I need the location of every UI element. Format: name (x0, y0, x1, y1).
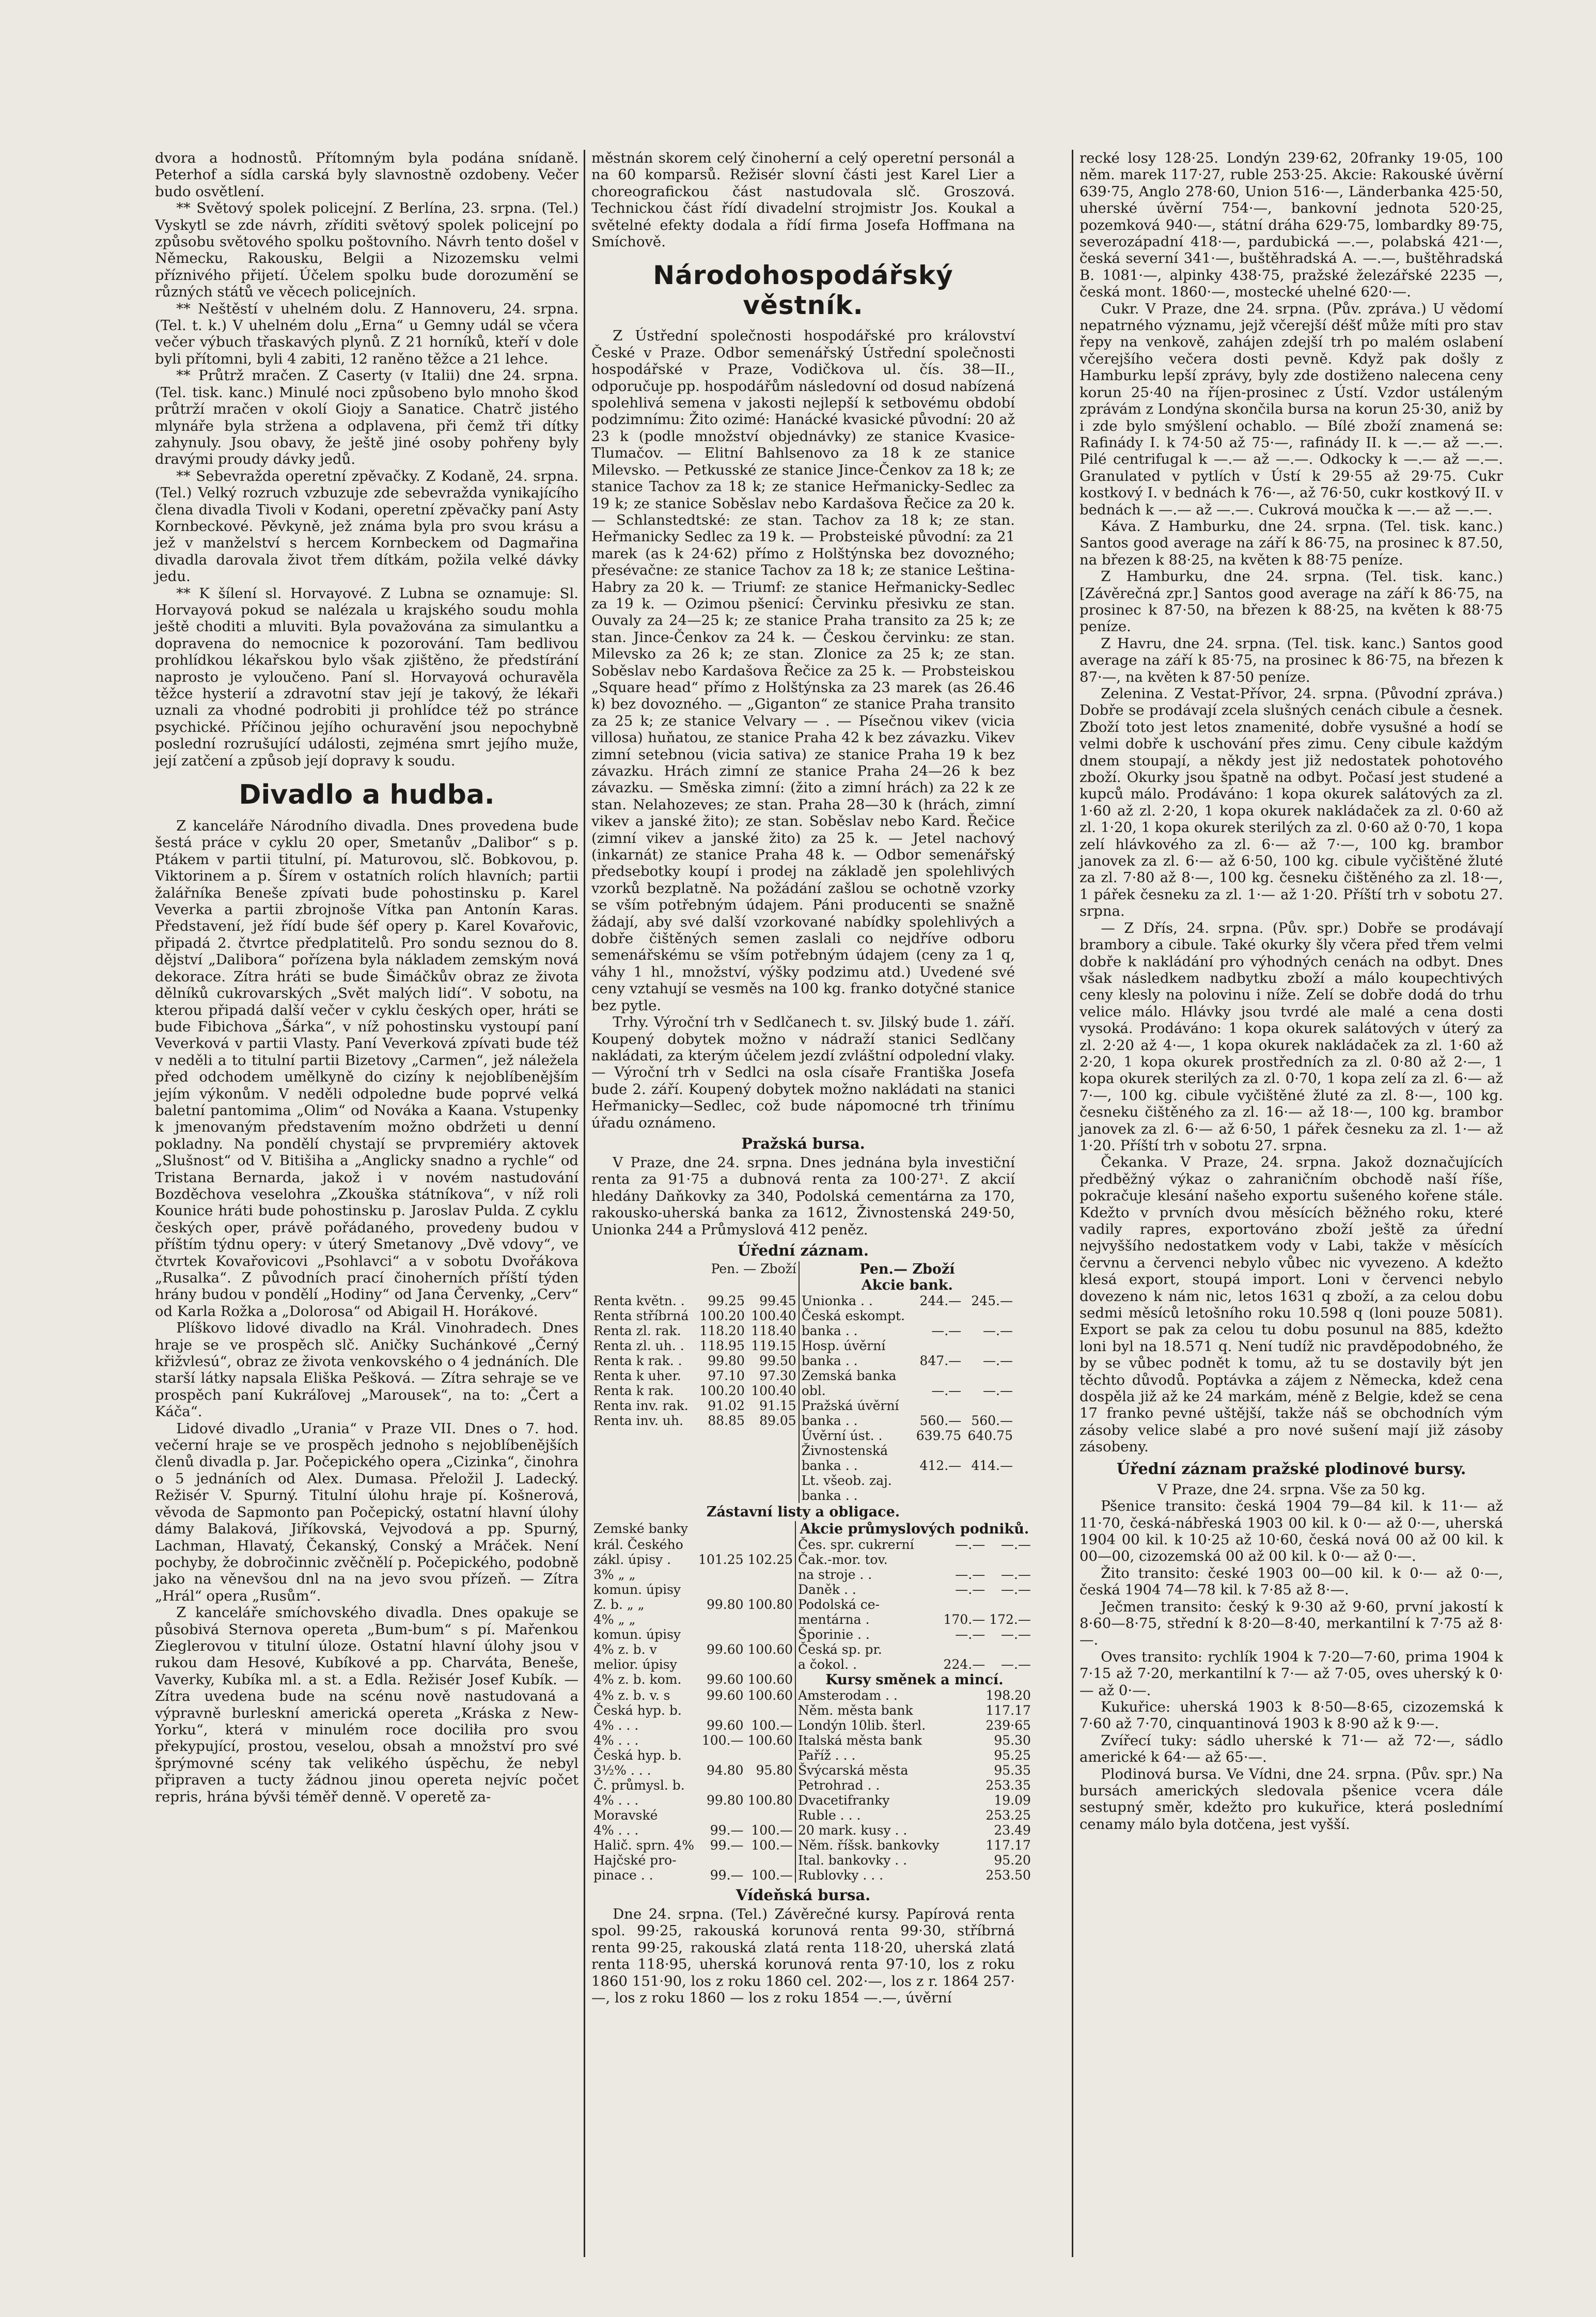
table-cell: 91.02 (708, 1398, 745, 1413)
table-cell: 639.75 (916, 1428, 962, 1443)
table-cell (696, 1808, 745, 1823)
article-paragraph: Plodinová bursa. Ve Vídni, dne 24. srpna. (Pův. spr.) Na bursách amerických sledovala pšenice vcera dále sestupný směr, kdežto pro kukuřice, která poslednímí cenamy málo byla dotčena, jest vyšší. (1079, 1765, 1503, 1833)
table-cell: Rublovky . . . (795, 1868, 942, 1883)
article-paragraph: Z Ústřední společnosti hospodářské pro království České v Praze. Odbor semenářský Ústřední společnosti hospodářské v Praze, Vodičkova ul. čís. 38—II., odporučuje pp. hospodářům následovní od dosud nabízená spolehlivá semena v jakosti nejlepší k setbovému období podzimnímu: Žito ozimé: Hanácké kvasické původní: 20 až 23 k (podle množství objednávky) ze stanice Kvasice-Tlumačov. — Elitní Bahlsenovo za 18 k ze stanice Milevsko. — Petkusské ze stanice Jince-Čenkov za 18 k; ze stanice Tachov za 18 k; ze stanice Heřmanicky-Sedlec za 19 k; ze stanice Soběslav nebo Kardašova Řečice za 20 k. — Schlanstedtské: ze stan. Tachov za 18 k; ze stan. Heřmanicky Sedlec za 19 k. — Probsteiské původní: za 21 marek (as k 24·62) přímo z Holštýnska bez dovozného; přesévačne: ze stanice Tachov za 18 k; ze stanice Leština-Habry za 20 k. — Triumf: ze stanice Heřmanicky-Sedlec za 19 k. — Ozimou pšenicí: Červinku přesivku ze stan. Ouvaly za 24—25 k; ze stanice Praha transito za 25 k; ze stan. Jince-Čenkov za 24 k. — Českou červinku: ze stan. Milevsko za 26 k; ze stan. Zlonice za 25 k; ze stan. Soběslav nebo Kardašova Řečice za 25 k. — Probsteiskou „Square head“ přímo z Holštýnska za 23 marek (as 26.46 k) bez dovozného. — „Giganton“ ze stanice Praha transito za 25 k; ze stanice Velvary — . — Písečnou vikev (vicia villosa) huňatou, ze stanice Praha 42 k bez závazku. Vikev zimní setebnou (vicia sativa) ze stanice Praha 19 k bez závazku. Hrách zimní ze stanice Praha 24—26 k bez závazku. — Směska zimní: (žito a zimní hrách) za 22 k ze stan. Nelahozeves; ze stan. Praha 28—30 k (hrách, zimní vikev a janské žito); ze stan. Soběslav nebo Kard. Řečice (zimní vikev a janské žito) za 25 k. — Jetel nachový (inkarnát) ze stanice Praha 48 k. — Odbor semenářský předsebotky koupí i prodej na základě jen spolehlivých vzorků bezplatně. Na požádání zašlou se ochotně vzorky se vším potřebným údajem. Páni producenti se snažně žádají, aby své další vzorkované nabídky spolehlivých a dobře čištěných semen zaslali co nejdříve odboru semenářskému se vším potřebným údajem (ceny za 1 q, váhy 1 hl., množství, výšky podzimu atd.) Uvedené své ceny vztahují se vesměs na 100 kg. franko dotyčné stanice bez pytle. (591, 327, 1015, 1014)
table-cell (747, 1473, 799, 1488)
table-cell: Renta inv. uh. (593, 1413, 683, 1428)
table-cell: 414.— (971, 1458, 1013, 1473)
table-cell: mentárna . (795, 1612, 942, 1627)
table-cell: Podolská ce- (795, 1597, 942, 1612)
article-paragraph: Cukr. V Praze, dne 24. srpna. (Pův. zpráva.) U vědomí nepatrného významu, jejž včerejší déšť může míti pro stav řepy na venkově, zahájen zdejší trh po malém oslabení včerejšího večera dosti pevně. Když pak došly z Hamburku lepší zprávy, byly zde dostiženo nalecena ceny korun 25·40 na říjen-prosinec z Ústí. Vzdor ustáleným zprávám z Londýna skončila bursa na korun 25·30, aniž by i zde bylo smýšlení ochablo. — Bílé zboží znamená se: Rafinády I. k 74·50 až 75·—, rafinády II. k —.— až —.—. Pilé centrifugal k —.— až —.—. Odkocky k —.— až —.—. Granulated v pytlích v Ústí k 29·55 až 29·75. Cukr kostkový I. v bednách k 76·—, až 76·50, cukr kostkový II. v bednách k —.— až —.—. Cukrová moučka k —.— až —.—. (1079, 300, 1503, 518)
table-row (591, 1763, 1033, 1778)
article-paragraph: V Praze, dne 24. srpna. Dnes jednána byla investiční renta za 91·75 a dubnová renta za 100·27¹. Z akcií hledány Daňkovky za 340, Podolská cementárna za 170, rakousko-uherská banka za 1612, Živnostenská 249·50, Unionka 244 a Průmyslová 412 peněz. (591, 1154, 1015, 1238)
article-paragraph: ** Světový spolek policejní. Z Berlína, 23. srpna. (Tel.) Vyskytl se zde návrh, zříditi světový spolek policejní po způsobu světového spolku poštovního. Návrh tento došel v Německu, Rakousku, Belgii a Nizozemsku velmi příznivého přijetí. Účelem spolku bude dorozumění se různých států ve věcech policejních. (155, 200, 578, 301)
table-cell: pinace . . (593, 1867, 653, 1883)
table-cell: Amsterodam . . (795, 1688, 942, 1703)
table-cell: Paříž . . . (795, 1748, 942, 1763)
table-row (591, 1793, 1033, 1808)
table-row (591, 1338, 1015, 1353)
table-cell: Úvěrní úst. . (799, 1428, 912, 1443)
table-row (591, 1838, 1033, 1853)
article-paragraph: Čekanka. V Praze, 24. srpna. Jakož doznačujících předběžný výkaz o zahraničním obchodě naší říše, pokračuje klesání našeho exportu sušeného kořene stále. Kdežto v prvních dvou měsících běžného roku, které vadily rapres, exportováno zboží ještě za úřední nejvyššího nedostatkem vody v Labi, takže v měsících červnu a červenci nebylo vůbec nic vyvezeno. A kdežto klesá export, stoupá import. Loni v červenci nebylo dovezeno k nám nic, letos 1631 q zboží, a za celou dobu sedmi měsíců letošního roku 10.598 q (loni pouze 5081). Export se pak za celou tu dobu posunul na 885, kdežto loni byl na 18.571 q. Není tudíž nic pravděpodobného, že by se vůbec podnět k tomu, až tu se dostavily být jen těchto důvodů. Poptávka a zájem z Německa, kdež cena dospěla již až ke 24 markám, méně z Belgie, kdež se cena 17 franko pevné uštější, takže náš se obchodních vým zásoby velice slabé a pro nové sušení mají již zásoby zásobeny. (1079, 1154, 1503, 1455)
table-subheader: Akcie průmyslových podniků. (795, 1521, 1033, 1537)
table-cell: 245.— (971, 1293, 1013, 1308)
table-cell: 99.45 (759, 1293, 796, 1308)
table-cell (696, 1657, 745, 1672)
table-cell: —.— (955, 1567, 985, 1582)
table-cell (746, 1627, 795, 1642)
table-cell: Moravské (593, 1807, 658, 1823)
table-cell: Petrohrad . . (795, 1778, 942, 1793)
article-paragraph: Z Havru, dne 24. srpna. (Tel. tisk. kanc.) Santos good average na září k 85·75, na prosinec k 86·75, na březen k 87·—, na květen k 87·50 peníze. (1079, 635, 1503, 685)
table-cell (696, 1703, 745, 1718)
article-paragraph: Oves transito: rychlík 1904 k 7·20—7·60, prima 1904 k 7·15 až 7·20, merkantilní k 7·— až 7·05, oves uherský k 0·— až 0·—. (1079, 1648, 1503, 1699)
table-cell: —.— (1000, 1582, 1031, 1597)
column-3 (1079, 150, 1503, 2247)
table-cell (942, 1597, 988, 1612)
table-row (591, 1308, 1015, 1323)
table-cell (746, 1853, 795, 1868)
table-cell: 91.15 (759, 1398, 796, 1413)
table-cell (746, 1703, 795, 1718)
table-row (591, 1748, 1033, 1763)
table-cell: 100.80 (747, 1596, 793, 1612)
table-cell: 224.— (943, 1656, 985, 1672)
bourse-table (591, 1261, 1015, 1503)
table-cell (696, 1537, 745, 1552)
table-cell: Renta k uher. (593, 1368, 681, 1383)
table-cell: Čak.-mor. tov. (795, 1552, 942, 1567)
section-title: Divadlo a hudba. (239, 779, 495, 811)
table-row (591, 1398, 1015, 1413)
table-cell: Hajčské pro- (593, 1852, 677, 1868)
table-cell (695, 1488, 747, 1503)
article-paragraph: Z Hamburku, dne 24. srpna. (Tel. tisk. kanc.) [Závěrečná zpr.] Santos good average na září k 86·75, na prosinec k 87·50, na březen k 88·25, na květen k 88·75 peníze. (1079, 568, 1503, 635)
table-cell: 95.25 (994, 1747, 1031, 1763)
table-row (591, 1642, 1033, 1657)
table-cell: 88.85 (708, 1413, 745, 1428)
table-cell (696, 1748, 745, 1763)
table-cell: 99.60 (706, 1687, 744, 1703)
table-cell: 100.— (701, 1732, 744, 1748)
table-header: Pen.— Zboží (799, 1261, 1015, 1277)
table-cell: 640.75 (967, 1428, 1013, 1443)
table-cell (746, 1521, 795, 1537)
table-cell: 172.— (989, 1611, 1031, 1627)
table-cell: 95.35 (994, 1762, 1031, 1778)
article-paragraph: městnán skorem celý činoherní a celý operetní personál a na 60 komparsů. Režisér slovní části jest Karel Lier a choreografickou část nastudovala slč. Groszová. Technickou část řídí divadelní strojmistr Jos. Koukal a světelné efekty dodala a řídí firma Josefa Hoffmana na Smíchově. (591, 150, 1015, 251)
table-cell: Lt. všeob. zaj. (799, 1473, 912, 1488)
table-cell: —.— (1000, 1656, 1031, 1672)
table-cell (695, 1428, 747, 1443)
table-cell: Česká eskompt. (799, 1308, 912, 1323)
table-cell: 560.— (971, 1413, 1013, 1428)
pledges-table (591, 1521, 1033, 1883)
table-cell: banka . . (799, 1458, 912, 1473)
table-cell: 19.09 (994, 1792, 1031, 1808)
table-subheader: Zástavní listy a obligace. (706, 1504, 900, 1520)
table-cell: 99.25 (708, 1293, 745, 1308)
table-row (591, 1473, 1015, 1488)
article-paragraph: ** Sebevražda operetní zpěvačky. Z Kodaně, 24. srpna. (Tel.) Velký rozruch vzbuzuje zde sebevražda vynikajícího člena divadla Tivoli v Kodani, operetní zpěvačky paní Asty Kornbeckové. Pěvkyně, jež známa byla pro svou krásu a jež v manželství s hercem Kornbeckem od Dagmařina divadla darovala život třem dítkám, požila velké dávky jedu. (155, 467, 578, 585)
table-cell: —.— (931, 1323, 962, 1338)
table-cell: 4% „ „ (593, 1611, 636, 1627)
table-cell (746, 1808, 795, 1823)
table-row (591, 1688, 1033, 1703)
table-cell (747, 1443, 799, 1458)
table-cell: banka . . (799, 1488, 912, 1503)
article-paragraph: Trhy. Výroční trh v Sedlčanech t. sv. Jilský bude 1. září. Koupený dobytek možno v nádraží stanici Sedlčany nakládati, za kterým účelem jezdí zvláštní odpolední vlaky. — Výroční trh v Sedlci na osla císaře Františka Josefa bude 2. září. Koupený dobytek možno nakládati na stanici Heřmanicky—Sedlec, což bude nápomocné trh třinímu úřadu oznámeno. (591, 1014, 1015, 1131)
table-cell: 99.60 (706, 1717, 744, 1733)
table-cell (747, 1488, 799, 1503)
table-cell: 100.60 (747, 1732, 793, 1748)
table-row (591, 1597, 1033, 1612)
table-cell: 99.80 (706, 1792, 744, 1808)
table-row (591, 1733, 1033, 1748)
table-cell: 99.— (710, 1822, 744, 1838)
table-cell: 100.20 (699, 1308, 745, 1323)
article-paragraph: Lidové divadlo „Urania“ v Praze VII. Dnes o 7. hod. večerní hraje se ve prospěch jednoho s nejoblíbenějších členů divadla p. Jar. Počepického opera „Cizinka“, činohra o 5 jednáních od Alex. Dumasa. Přeložil J. Ladecký. Režisér V. Spurný. Titulní úlohu hraje pí. Košnerová, věvoda de Sapmonto pan Počepický, ostatní hlavní úlohy dámy Balaková, Jiříkovská, Vejvodová a pp. Spurný, Lachman, Hlavatý, Čekanský, Conský a Mráček. Není pochyby, že dobročinnic zvěčnělí p. Počepického, podobně jako na věnevšou dnl na na jevo svou přízeň. — Zítra „Hrál“ opera „Rusům“. (155, 1420, 578, 1604)
table-cell (591, 1458, 695, 1473)
table-cell: zákl. úpisy . (593, 1552, 671, 1567)
table-cell: —.— (983, 1353, 1013, 1368)
table-row (591, 1521, 1033, 1537)
table-cell: banka . . (799, 1323, 912, 1338)
table-cell: 100.— (751, 1837, 793, 1853)
section-title: Národohospodářský věstník. (653, 260, 953, 321)
table-cell: banka . . (799, 1353, 912, 1368)
table-cell: 412.— (919, 1458, 962, 1473)
table-cell: Zemské banky (593, 1521, 688, 1536)
table-cell: 97.10 (708, 1368, 745, 1383)
table-cell: král. Českého (593, 1537, 683, 1552)
table-cell: Živnostenská (799, 1443, 912, 1458)
table-cell (912, 1368, 963, 1383)
table-cell: Renta k rak. . (593, 1353, 682, 1368)
article-paragraph: ** Průtrž mračen. Z Caserty (v Italii) dne 24. srpna. (Tel. tisk. kanc.) Minulé noci způsobeno bylo mnoho škod průtrží mračen v okolí Giojy a Sanatice. Chatrč jistého mlynáře byla stržena a odplavena, při čemž tři dítky zahynuly. Jsou obavy, že ještě jiné osoby pohřeny byly dravými proudy dávky jedů. (155, 367, 578, 468)
table-cell (591, 1473, 695, 1488)
table-cell: 253.25 (985, 1807, 1031, 1823)
table-cell: 118.95 (699, 1338, 745, 1353)
table-cell (963, 1398, 1015, 1413)
table-cell: Hosp. úvěrní (799, 1338, 912, 1353)
table-header: Pen. — Zboží (711, 1261, 796, 1276)
table-cell: Česká hyp. b. (593, 1702, 682, 1718)
table-cell (746, 1582, 795, 1597)
table-cell: Daněk . . (795, 1582, 942, 1597)
table-cell (746, 1748, 795, 1763)
table-cell (912, 1443, 963, 1458)
table-cell: 94.80 (706, 1762, 744, 1778)
table-cell (987, 1597, 1033, 1612)
table-cell: Italská města bank (795, 1733, 942, 1748)
table-cell: 99.80 (706, 1596, 744, 1612)
table-cell: 99.— (710, 1867, 744, 1883)
table-row (591, 1383, 1015, 1398)
market-intro: V Praze, dne 24. srpna. Vše za 50 kg. (1157, 1481, 1426, 1498)
table-row (591, 1353, 1015, 1368)
vienna-bourse-title: Vídeňská bursa. (736, 1886, 871, 1904)
table-subheader: Kursy směnek a mincí. (795, 1672, 1033, 1688)
table-cell: 100.20 (699, 1383, 745, 1398)
table-cell: banka . . (799, 1413, 912, 1428)
table-cell (912, 1488, 963, 1503)
table-cell: Ruble . . . (795, 1808, 942, 1823)
table-cell: 100.60 (747, 1671, 793, 1687)
column-2 (591, 150, 1031, 2247)
table-cell: 4% . . . (593, 1732, 639, 1748)
table-cell (963, 1488, 1015, 1503)
official-record-title: Úřední záznam. (738, 1241, 869, 1259)
table-cell: 99.50 (759, 1353, 796, 1368)
table-cell: —.— (1000, 1626, 1031, 1642)
table-cell (591, 1261, 695, 1277)
table-row (591, 1868, 1033, 1883)
article-paragraph: Ječmen transito: český k 9·30 až 9·60, první jakostí k 8·60—8·75, střední k 8·20—8·40, merkantilní k 7·75 až 8·—. (1079, 1598, 1503, 1649)
table-cell: —.— (983, 1383, 1013, 1398)
table-cell (696, 1778, 745, 1793)
table-cell: 100.— (751, 1822, 793, 1838)
table-subheader: Akcie bank. (799, 1277, 1015, 1293)
table-cell: —.— (931, 1383, 962, 1398)
table-cell: 117.17 (985, 1702, 1031, 1718)
table-cell (963, 1338, 1015, 1353)
table-cell (747, 1428, 799, 1443)
table-row (591, 1443, 1015, 1458)
table-cell: 118.20 (699, 1323, 745, 1338)
table-row (591, 1657, 1033, 1672)
table-cell: 239·65 (985, 1717, 1031, 1733)
table-cell (695, 1473, 747, 1488)
table-cell: Renta květn. . (593, 1293, 685, 1308)
table-cell (696, 1853, 745, 1868)
table-cell: 4% . . . (593, 1792, 639, 1808)
table-cell: Zemská banka (799, 1368, 912, 1383)
table-cell: Pražská úvěrní (799, 1398, 912, 1413)
table-row (591, 1703, 1033, 1718)
table-cell: 100.— (751, 1717, 793, 1733)
table-cell (591, 1488, 695, 1503)
table-cell: Čes. spr. cukrerní (795, 1537, 942, 1552)
table-cell (963, 1443, 1015, 1458)
table-cell: Švýcarská města (795, 1763, 942, 1778)
table-cell (942, 1642, 988, 1657)
table-cell (746, 1657, 795, 1672)
table-cell: Něm. města bank (795, 1703, 942, 1718)
table-cell (746, 1778, 795, 1793)
table-row (591, 1808, 1033, 1823)
article-paragraph: Z kanceláře smíchovského divadla. Dnes opakuje se působivá Sternova opereta „Bum-bum“ s pí. Mařenkou Zieglerovou v titulní úloze. Ostatní hlavní úlohy jsou v rukou dam Hesové, Kubíkové a pp. Charváta, Beneše, Vaverky, Kubíka ml. a st. a Edla. Režisér Josef Kubík. — Zítra uvedena bude na scénu nově nastudovaná a výpravně burleskní americká opereta „Kráska z New-Yorku“, která v minulém roce dociliła pro svou překypující, prostou, veselou, obsah a množství pro své šprýmovné scény tak velikého úspěchu, že nebyl připraven a tucty žádnou jinou opereta nejvíc počet repris, hrána bývši téměř denně. V operetě za- (155, 1604, 578, 1805)
table-cell (987, 1552, 1033, 1567)
article-paragraph: Káva. Z Hamburku, dne 24. srpna. (Tel. tisk. kanc.) Santos good average na září k 86·75, na prosinec k 87.50, na březen k 88·25, na květen k 88·75 peníze. (1079, 518, 1503, 568)
table-cell (696, 1521, 745, 1537)
table-row (591, 1582, 1033, 1597)
article-paragraph: Plíškovo lidové divadlo na Král. Vinohradech. Dnes hraje se ve prospěch slč. Aničky Suchánkové „Černý křižvlesú“, obraz ze života venkovského o 4 jednáních. Dle starší látky napsala Eliška Pešková. — Zítra sehraje se ve prospěch paní Kukráľovej „Marousek“, na to: „Čert a Káča“. (155, 1320, 578, 1420)
table-cell: 4% . . . (593, 1822, 639, 1838)
table-cell (912, 1308, 963, 1323)
table-cell (591, 1443, 695, 1458)
table-row (591, 1552, 1033, 1567)
table-cell: Renta k rak. (593, 1383, 674, 1398)
table-cell: 253.35 (985, 1777, 1031, 1793)
table-cell: 3% „ „ (593, 1567, 636, 1582)
column-1 (155, 150, 578, 2247)
table-cell (942, 1552, 988, 1567)
table-cell (696, 1582, 745, 1597)
table-cell: —.— (955, 1537, 985, 1552)
table-cell: 101.25 (698, 1552, 744, 1567)
table-cell: 170.— (943, 1611, 985, 1627)
table-cell: 89.05 (759, 1413, 796, 1428)
table-cell (747, 1458, 799, 1473)
table-cell: 97.30 (759, 1368, 796, 1383)
table-cell (696, 1627, 745, 1642)
table-cell: 100.60 (747, 1687, 793, 1703)
table-cell: 99.60 (706, 1641, 744, 1657)
column-rule (1072, 150, 1073, 2257)
table-cell (963, 1308, 1015, 1323)
article-paragraph: Z kanceláře Národního divadla. Dnes provedena bude šestá práce v cyklu 20 oper, Smetanův „Dalibor“ s p. Ptákem v partii titulní, pí. Maturovou, slč. Bobkovou, p. Viktorinem a p. Šírem v ostatních rolích hlavních; partii žalářníka Beneše zpívati bude pohostinsku p. Karel Veverka a partii zbrojnoše Vítka pan Antonín Karas. Představení, jež řídí bude šéf opery p. Karel Kovařovic, připadá 2. čtvrtce předplatitelů. Pro sondu seznou do 8. dějství „Dalibora“ pořízena byla nákladem zemským nová dekorace. Zítra hráti se bude Šimáčkův obraz ze života dělníků cukrovarských „Svět malých lidí“. V sobotu, na kterou připadá další večer v cyklu českých oper, hráti se bude Fibichova „Šárka“, v níž pohostinsku vystoupí paní Veverková v partii Vlasty. Paní Veverková zpívati bude též v neděli a to titulní partii Bizetovy „Carmen“, jež náležela před odchodem umělkyně do cizíny k nejoblíbenějším jejím výkonům. V neděli odpoledne bude poprvé velká baletní pantomima „Olim“ od Nováka a Kaana. Vstupenky k jmenovaným představením možno obdržeti u denní pokladny. Na pondělí chystají se prvpremiéry aktovek „Slušnost“ od V. Bitišiha a „Anglicky snadno a rychle“ od Tristana Bernarda, jakož i v novém nastudování Bozděchova veselohra „Zkouška státníkova“, v níž roli Kounice hráti bude pohostinsku p. Jaroslav Pulda. Z cyklu českých oper, právě pořádaného, provedeny budou v příštím týdnu opery: v úterý Smetanovy „Dvě vdovy“, ve čtvrtek Kovařovicovi „Psohlavci“ a v sobotu Dvořákova „Rusalka“. Z původních prací činoherních příští týden hrány budou v pondělí „Hodiny“ od Jana Červenky, „Cerv“ od Karla Rožka a „Dolorosa“ od Abigail H. Horákové. (155, 818, 578, 1320)
table-cell: Česká hyp. b. (593, 1747, 682, 1763)
table-cell: 4% z. b. kom. (593, 1671, 682, 1687)
table-cell: 198.20 (985, 1687, 1031, 1703)
table-cell: 119.15 (751, 1338, 796, 1353)
table-cell: 100.40 (751, 1308, 796, 1323)
table-cell (746, 1612, 795, 1627)
table-cell: 99.— (710, 1837, 744, 1853)
article-paragraph: — Z Dřís, 24. srpna. (Pův. spr.) Dobře se prodávají brambory a cibule. Také okurky šly včera před třem velmi dobře k nakládání pro výhodných cenách na odbyt. Dnes však následkem nadbytku zboží a málo koupechtivých ceny klesly na polovinu i níže. Zelí se dobře dodá do trhu velice málo. Hlávky jsou tvrdé ale malé a cena dosti vysoká. Prodáváno: 1 kopa okurek salátových v úterý za zl. 2·20 až 4·—, 1 kopa okurek nakládaček za zl. 1·60 až 2·20, 1 kopa okurek prostředních za zl. 0·80 až 2·—, 1 kopa okurek sterilých za zl. 0·70, 1 kopa zelí za zl. 6·— až 7·—, 100 kg. cibule vyčištěné žluté za zl. 8·—, 100 kg. česneku čištěného za zl. 16·— až 18·—, 100 kg. brambor janovek za zl. 6·— až 6·50, 1 pářek česneku za zl. 1·— až 1·20. Příští trh v sobotu 27. srpna. (1079, 919, 1503, 1154)
table-cell: 244.— (919, 1293, 962, 1308)
table-cell: Renta inv. rak. (593, 1398, 689, 1413)
table-cell: a čokol. . (795, 1657, 942, 1672)
table-row (591, 1672, 1033, 1688)
table-cell: —.— (1000, 1537, 1031, 1552)
table-cell (591, 1428, 695, 1443)
table-row (591, 1627, 1033, 1642)
table-cell: 102.25 (747, 1552, 793, 1567)
table-cell: —.— (955, 1582, 985, 1597)
article-paragraph: Pšenice transito: česká 1904 79—84 kil. k 11·— až 11·70, česká-nábřeská 1903 00 kil. k 0·— až 0·—, uherská 1904 00 kil. k 10·25 až 10·60, česká nová 00 až 00 kil. k 00—00, cizozemská 00 až 00 kil. k 0·— až 0·—. (1079, 1498, 1503, 1565)
article-paragraph: recké losy 128·25. Londýn 239·62, 20franky 19·05, 100 něm. marek 117·27, ruble 253·25. Akcie: Rakouské úvěrní 639·75, Anglo 278·60, Union 516·—, Länderbanka 425·50, uherské úvěrní 754·—, bankovní jednota 520·25, pozemková 940·—, státní dráha 629·75, lombardky 89·75, severozápadní 418·—, pardubická —.—, polabská 421·—, česká severní 341·—, buštěhradská A. —.—, buštěhradská B. 1081·—, alpinky 438·75, pražské železářské 2235 —, česká mont. 1860·—, mostecké uhelné 620·—. (1079, 150, 1503, 301)
article-paragraph: Kukuřice: uherská 1903 k 8·50—8·65, cizozemská k 7·60 až 7·70, cinquantinová 1903 k 8·90 až k 9·—. (1079, 1698, 1503, 1732)
table-cell: Česká sp. pr. (795, 1642, 942, 1657)
article-paragraph: ** K šílení sl. Horvayové. Z Lubna se oznamuje: Sl. Horvayová pokud se nalézala u krajského soudu mohla ještě choditi a mluviti. Byla považována za simulantku a dopravena do nemocnice k pozorování. Tam bedlivou prohlídkou lékařskou bylo však zjištěno, že předstírání naprosto je vyloučeno. Paní sl. Horvayová ochuravěla těžce hysterií a zdravotní stav její je takový, že lékaři uznali za vhodné podrobiti ji prohlídce též po stránce psychické. Příčinou jejího ochuravění jsou nepochybně poslední rozrušující události, zejména smrt jejího muže, její zatčení a způsob její dopravy k soudu. (155, 585, 578, 769)
table-cell: obl. (799, 1383, 912, 1398)
table-row (591, 1368, 1015, 1383)
table-cell: Ital. bankovky . . (795, 1853, 942, 1868)
table-cell: 3½% . . . (593, 1762, 651, 1778)
table-cell: Č. průmysl. b. (593, 1777, 685, 1793)
bourse-title: Pražská bursa. (741, 1134, 865, 1152)
table-row (591, 1778, 1033, 1793)
table-cell: 95.30 (994, 1732, 1031, 1748)
table-cell: 117.17 (985, 1837, 1031, 1853)
table-cell: Dvacetifranky (795, 1793, 942, 1808)
table-cell: 4% . . . (593, 1717, 639, 1733)
article-paragraph: dvora a hodnostů. Přítomným byla podána snídaně. Peterhof a sídla carská byly slavnostně ozdobeny. Večer budo osvětlení. (155, 150, 578, 200)
table-cell (912, 1338, 963, 1353)
table-row (591, 1612, 1033, 1627)
table-cell (746, 1567, 795, 1582)
table-cell: komun. úpisy (593, 1582, 681, 1597)
table-cell (987, 1642, 1033, 1657)
table-cell (912, 1398, 963, 1413)
table-cell (746, 1537, 795, 1552)
table-cell: —.— (983, 1323, 1013, 1338)
table-row (591, 1718, 1033, 1733)
table-cell: 100.80 (747, 1792, 793, 1808)
article-paragraph: Dne 24. srpna. (Tel.) Závěrečné kursy. Papírová renta spol. 99·25, rakouská korunová renta 99·30, stříbrná renta 99·25, rakouská zlatá renta 118·20, uherská zlatá renta 118·95, uherská korunová renta 97·10, los z roku 1860 151·90, los z roku 1860 cel. 202·—, los z r. 1864 257·—, los z roku 1860 — los z roku 1854 —.—, úvěrní (591, 1905, 1015, 2006)
table-row (591, 1567, 1033, 1582)
table-cell: 253.50 (985, 1867, 1031, 1883)
table-row (591, 1537, 1033, 1552)
table-cell: —.— (955, 1626, 985, 1642)
table-row (591, 1853, 1033, 1868)
table-cell: 95.80 (756, 1762, 793, 1778)
table-cell: —.— (1000, 1567, 1031, 1582)
table-cell: 118.40 (751, 1323, 796, 1338)
table-cell: Renta zl. uh. . (593, 1338, 684, 1353)
table-cell: Z. b. „ „ (593, 1596, 645, 1612)
table-cell: Něm. říšsk. bankovky (795, 1838, 942, 1853)
table-row (591, 1428, 1015, 1443)
table-cell: 99.80 (708, 1353, 745, 1368)
table-cell: 847.— (919, 1353, 962, 1368)
table-cell: Unionka . . (799, 1293, 912, 1308)
table-cell: 560.— (919, 1413, 962, 1428)
table-row (591, 1293, 1015, 1308)
table-row (591, 1413, 1015, 1428)
table-cell: na stroje . . (795, 1567, 942, 1582)
table-cell: 95.20 (994, 1852, 1031, 1868)
table-cell (963, 1473, 1015, 1488)
table-cell: 100.40 (751, 1383, 796, 1398)
table-cell: Renta stříbrná (593, 1308, 689, 1323)
table-cell: Šporinie . . (795, 1627, 942, 1642)
table-cell: melior. úpisy (593, 1656, 677, 1672)
table-cell: Londýn 10lib. šterl. (795, 1718, 942, 1733)
table-cell: Halič. sprn. 4% (593, 1837, 695, 1853)
table-row (591, 1323, 1015, 1338)
table-cell: Renta zl. rak. (593, 1323, 681, 1338)
article-paragraph: Zelenina. Z Vestat-Přívor, 24. srpna. (Původní zpráva.) Dobře se prodávají zcela slušných cenách cibule a česnek. Zboží toto jest letos znamenité, dobře vysušné a hodí se velmi dobře k uschování přes zimu. Ceny cibule každým dnem stoupají, a někdy jest již nedostatek pohotového zboží. Okurky jsou špatně na odbyt. Počasí jest studené a kupců málo. Prodáváno: 1 kopa okurek salátových za zl. 1·60 až zl. 2·20, 1 kopa okurek nakládaček za zl. 0·60 až zl. 1·20, 1 kopa okurek sterilých za zl. 0·60 až 0·70, 1 kopa zelí hlávkového za zl. 6·— až 7·—, 100 kg. brambor janovek za zl. 6·— až 6·50, 100 kg. cibule vyčištěné žluté za zl. 7·80 až 8·—, 100 kg. česneku čištěného za zl. 18·—, 1 pářek česneku za zl. 1·— až 1·20. Příští trh v sobotu 27. srpna. (1079, 685, 1503, 920)
table-cell (696, 1567, 745, 1582)
article-paragraph: Zvířecí tuky: sádlo uherské k 71·— až 72·—, sádlo americké k 64·— až 65·—. (1079, 1732, 1503, 1766)
table-cell (695, 1458, 747, 1473)
table-cell: 4% z. b. v. s (593, 1687, 670, 1703)
table-cell: 20 mark. kusy . . (795, 1823, 942, 1838)
table-cell: 23.49 (994, 1822, 1031, 1838)
table-row (591, 1458, 1015, 1473)
table-cell (696, 1612, 745, 1627)
table-cell: 100.60 (747, 1641, 793, 1657)
table-cell: komun. úpisy (593, 1626, 681, 1642)
table-cell (695, 1443, 747, 1458)
article-paragraph: ** Neštěstí v uhelném dolu. Z Hannoveru, 24. srpna. (Tel. t. k.) V uhelném dolu „Erna“ u Gemny udál se včera večer výbuch třaskavých plynů. Z 21 horníků, kteří v dole byli přítomni, byli 4 zabiti, 12 raněno těžce a 21 lehce. (155, 300, 578, 367)
column-rule (584, 150, 585, 2257)
article-paragraph: Žito transito: české 1903 00—00 kil. k 0·— až 0·—, česká 1904 74—78 kil. k 7·85 až 8·—. (1079, 1564, 1503, 1599)
table-cell: 100.— (751, 1867, 793, 1883)
table-cell (912, 1473, 963, 1488)
table-row (591, 1823, 1033, 1838)
market-title: Úřední záznam pražské plodinové bursy. (1116, 1460, 1466, 1478)
table-cell (963, 1368, 1015, 1383)
newspaper-page (155, 150, 1524, 2257)
table-cell: 99.60 (706, 1671, 744, 1687)
table-cell: 4% z. b. v (593, 1641, 657, 1657)
table-row (591, 1488, 1015, 1503)
